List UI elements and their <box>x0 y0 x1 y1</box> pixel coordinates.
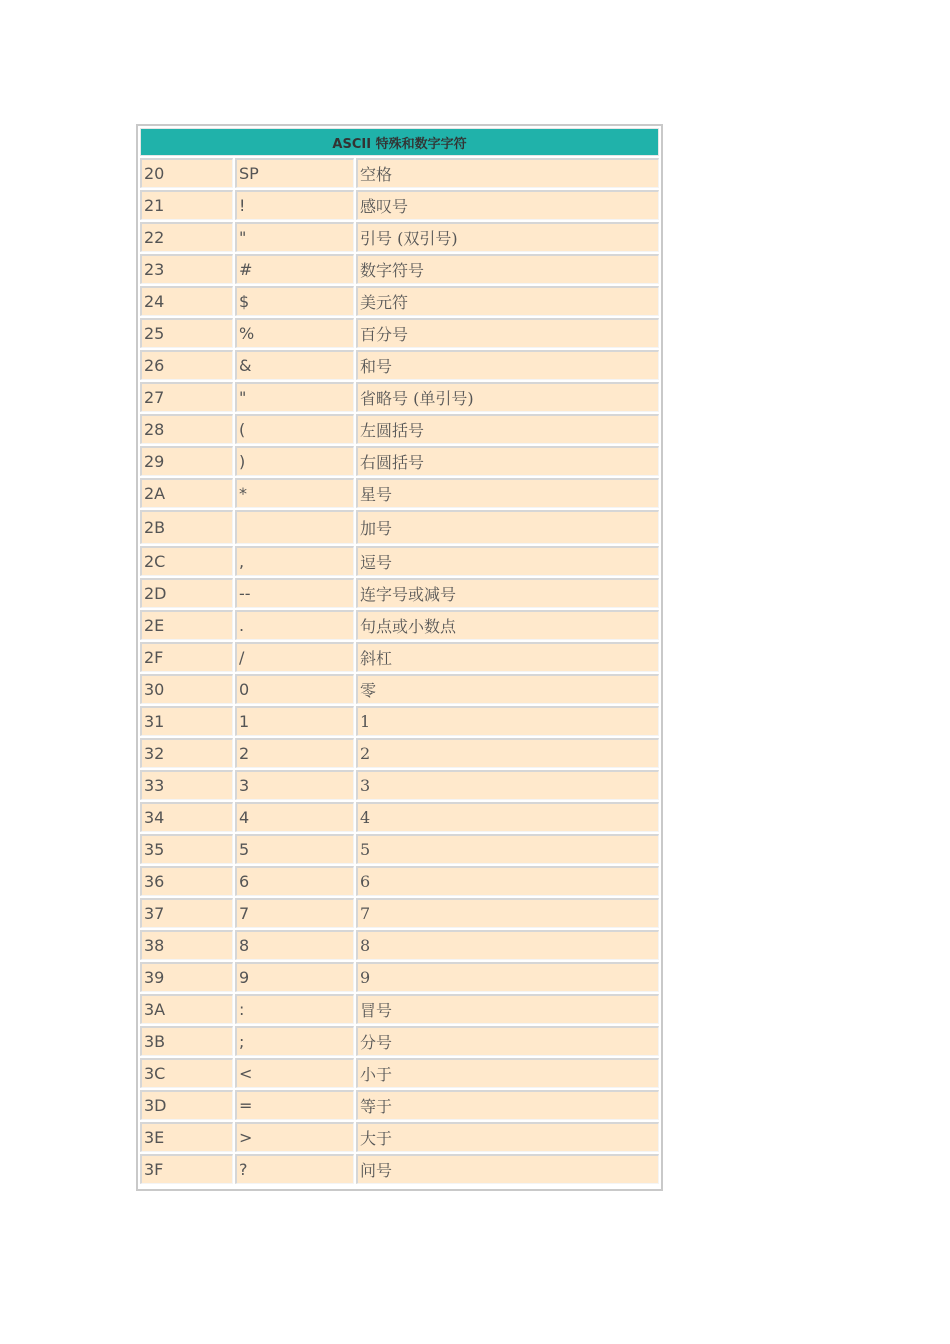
hex-cell: 2C <box>140 546 233 576</box>
char-cell: / <box>235 642 354 672</box>
table-title: ASCII 特殊和数字字符 <box>140 128 659 156</box>
desc-cell: 分号 <box>356 1026 659 1056</box>
hex-cell: 20 <box>140 158 233 188</box>
hex-cell: 34 <box>140 802 233 832</box>
table-row <box>140 930 659 960</box>
desc-cell: 右圆括号 <box>356 446 659 476</box>
hex-cell: 2B <box>140 510 233 544</box>
table-row <box>140 446 659 476</box>
desc-cell: 冒号 <box>356 994 659 1024</box>
desc-cell: 斜杠 <box>356 642 659 672</box>
desc-cell: 7 <box>356 898 659 928</box>
char-cell: ! <box>235 190 354 220</box>
desc-cell: 3 <box>356 770 659 800</box>
desc-cell: 星号 <box>356 478 659 508</box>
hex-cell: 33 <box>140 770 233 800</box>
table-body <box>140 158 659 1184</box>
table-row <box>140 414 659 444</box>
desc-cell: 8 <box>356 930 659 960</box>
table-row <box>140 994 659 1024</box>
char-cell: ) <box>235 446 354 476</box>
table-row <box>140 254 659 284</box>
char-cell: 9 <box>235 962 354 992</box>
table-row <box>140 222 659 252</box>
table-row <box>140 546 659 576</box>
char-cell: SP <box>235 158 354 188</box>
table-row <box>140 478 659 508</box>
char-cell: % <box>235 318 354 348</box>
hex-cell: 35 <box>140 834 233 864</box>
desc-cell: 5 <box>356 834 659 864</box>
char-cell: & <box>235 350 354 380</box>
desc-cell: 4 <box>356 802 659 832</box>
table-row <box>140 962 659 992</box>
table-row <box>140 770 659 800</box>
ascii-table <box>136 124 663 1191</box>
desc-cell: 6 <box>356 866 659 896</box>
char-cell: , <box>235 546 354 576</box>
hex-cell: 3C <box>140 1058 233 1088</box>
hex-cell: 39 <box>140 962 233 992</box>
hex-cell: 31 <box>140 706 233 736</box>
desc-cell: 2 <box>356 738 659 768</box>
table-row <box>140 610 659 640</box>
desc-cell: 左圆括号 <box>356 414 659 444</box>
char-cell: 3 <box>235 770 354 800</box>
table-row <box>140 158 659 188</box>
desc-cell: 句点或小数点 <box>356 610 659 640</box>
table-row <box>140 1026 659 1056</box>
hex-cell: 3E <box>140 1122 233 1152</box>
char-cell: " <box>235 222 354 252</box>
char-cell: -- <box>235 578 354 608</box>
char-cell: 1 <box>235 706 354 736</box>
char-cell: # <box>235 254 354 284</box>
hex-cell: 28 <box>140 414 233 444</box>
hex-cell: 32 <box>140 738 233 768</box>
hex-cell: 23 <box>140 254 233 284</box>
desc-cell: 感叹号 <box>356 190 659 220</box>
table-row <box>140 1122 659 1152</box>
desc-cell: 引号 (双引号) <box>356 222 659 252</box>
table-row <box>140 866 659 896</box>
hex-cell: 22 <box>140 222 233 252</box>
desc-cell: 逗号 <box>356 546 659 576</box>
table-row <box>140 1154 659 1184</box>
hex-cell: 2A <box>140 478 233 508</box>
table-row <box>140 190 659 220</box>
hex-cell: 25 <box>140 318 233 348</box>
hex-cell: 24 <box>140 286 233 316</box>
table-row <box>140 706 659 736</box>
hex-cell: 2D <box>140 578 233 608</box>
hex-cell: 26 <box>140 350 233 380</box>
hex-cell: 2E <box>140 610 233 640</box>
desc-cell: 1 <box>356 706 659 736</box>
desc-cell: 9 <box>356 962 659 992</box>
desc-cell: 大于 <box>356 1122 659 1152</box>
hex-cell: 3A <box>140 994 233 1024</box>
table-row <box>140 1090 659 1120</box>
hex-cell: 27 <box>140 382 233 412</box>
char-cell: 7 <box>235 898 354 928</box>
table-row <box>140 642 659 672</box>
table-row <box>140 286 659 316</box>
desc-cell: 空格 <box>356 158 659 188</box>
hex-cell: 37 <box>140 898 233 928</box>
char-cell: : <box>235 994 354 1024</box>
char-cell: > <box>235 1122 354 1152</box>
table-row <box>140 510 659 544</box>
desc-cell: 加号 <box>356 510 659 544</box>
char-cell: 4 <box>235 802 354 832</box>
char-cell: ? <box>235 1154 354 1184</box>
hex-cell: 30 <box>140 674 233 704</box>
hex-cell: 21 <box>140 190 233 220</box>
table-row <box>140 898 659 928</box>
desc-cell: 和号 <box>356 350 659 380</box>
char-cell: 8 <box>235 930 354 960</box>
char-cell: 2 <box>235 738 354 768</box>
table-row <box>140 578 659 608</box>
table-row <box>140 1058 659 1088</box>
hex-cell: 3D <box>140 1090 233 1120</box>
table-row <box>140 674 659 704</box>
desc-cell: 百分号 <box>356 318 659 348</box>
hex-cell: 29 <box>140 446 233 476</box>
char-cell: = <box>235 1090 354 1120</box>
hex-cell: 2F <box>140 642 233 672</box>
desc-cell: 零 <box>356 674 659 704</box>
desc-cell: 问号 <box>356 1154 659 1184</box>
table-row <box>140 834 659 864</box>
char-cell: * <box>235 478 354 508</box>
table-row <box>140 350 659 380</box>
table-row <box>140 382 659 412</box>
char-cell: 5 <box>235 834 354 864</box>
table-row <box>140 802 659 832</box>
char-cell: $ <box>235 286 354 316</box>
desc-cell: 数字符号 <box>356 254 659 284</box>
hex-cell: 3B <box>140 1026 233 1056</box>
char-cell: ( <box>235 414 354 444</box>
char-cell: " <box>235 382 354 412</box>
char-cell <box>235 510 354 544</box>
table-row <box>140 318 659 348</box>
desc-cell: 美元符 <box>356 286 659 316</box>
char-cell: < <box>235 1058 354 1088</box>
char-cell: 6 <box>235 866 354 896</box>
char-cell: . <box>235 610 354 640</box>
hex-cell: 38 <box>140 930 233 960</box>
char-cell: 0 <box>235 674 354 704</box>
desc-cell: 小于 <box>356 1058 659 1088</box>
hex-cell: 3F <box>140 1154 233 1184</box>
desc-cell: 省略号 (单引号) <box>356 382 659 412</box>
hex-cell: 36 <box>140 866 233 896</box>
desc-cell: 等于 <box>356 1090 659 1120</box>
char-cell: ; <box>235 1026 354 1056</box>
table-row <box>140 738 659 768</box>
desc-cell: 连字号或减号 <box>356 578 659 608</box>
